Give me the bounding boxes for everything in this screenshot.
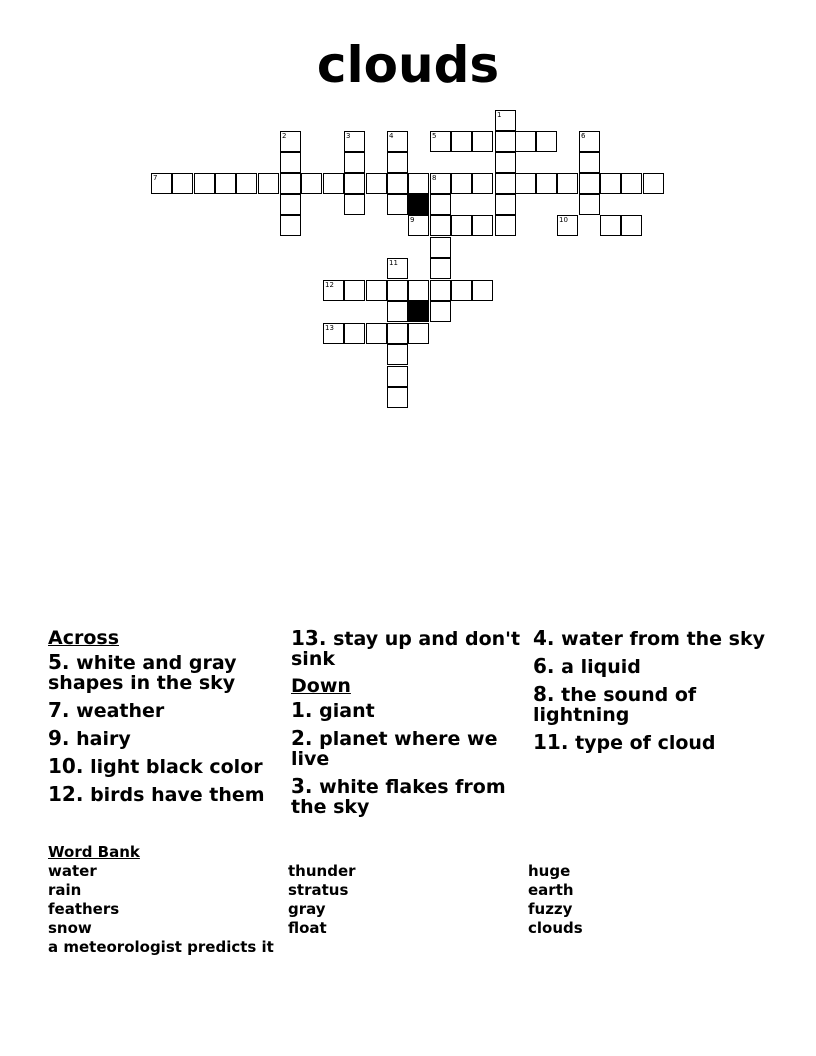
crossword-cell[interactable] [579,152,600,173]
crossword-cell[interactable] [408,215,429,236]
clue-number: 1 [497,111,502,119]
crossword-cell[interactable] [387,258,408,279]
crossword-cell[interactable] [387,173,408,194]
clue-number: 8 [432,174,437,182]
clues-column-2 [291,628,521,824]
word-bank-item: earth [528,881,574,899]
crossword-cell[interactable] [387,344,408,365]
word-bank-item: gray [288,900,326,918]
crossword-cell[interactable] [430,258,451,279]
word-bank-item: huge [528,862,571,880]
clue-number: 11 [389,259,398,267]
crossword-cell[interactable] [258,173,279,194]
crossword-cell[interactable] [430,131,451,152]
crossword-cell[interactable] [430,301,451,322]
word-bank-item: clouds [528,919,583,937]
crossword-cell[interactable] [472,215,493,236]
word-bank-item: water [48,862,97,880]
crossword-cell[interactable] [387,323,408,344]
clues-column-1 [48,628,278,812]
crossword-cell[interactable] [280,194,301,215]
clue-number: 13 [325,324,334,332]
clue-down-8: 8. the sound of lightning [533,682,697,726]
crossword-cell[interactable] [344,280,365,301]
crossword-cell[interactable] [172,173,193,194]
crossword-cell[interactable] [536,131,557,152]
across-heading: Across [48,627,120,649]
word-bank-column-2 [288,862,356,938]
crossword-cell[interactable] [215,173,236,194]
down-heading: Down [291,675,351,697]
crossword-cell[interactable] [344,131,365,152]
clue-down-3: 3. white flakes from the sky [291,774,506,818]
clues-column-3 [533,628,773,760]
crossword-cell[interactable] [408,323,429,344]
crossword-cell[interactable] [344,323,365,344]
crossword-cell[interactable] [366,280,387,301]
word-bank-item: snow [48,919,92,937]
crossword-cell[interactable] [408,173,429,194]
crossword-cell[interactable] [515,131,536,152]
crossword-cell[interactable] [301,173,322,194]
crossword-cell[interactable] [387,366,408,387]
crossword-cell[interactable] [387,131,408,152]
crossword-cell[interactable] [387,387,408,408]
crossword-cell[interactable] [323,173,344,194]
crossword-cell[interactable] [643,173,664,194]
clue-across-13: 13. stay up and don't sink [291,626,521,670]
word-bank-item: rain [48,881,82,899]
word-bank-item: feathers [48,900,120,918]
clue-number: 9 [410,216,415,224]
clue-across-12: 12. birds have them [48,782,265,806]
crossword-cell[interactable] [472,280,493,301]
crossword-cell[interactable] [495,215,516,236]
puzzle-title: clouds [316,36,500,94]
crossword-cell[interactable] [430,173,451,194]
word-bank-column-1 [48,862,274,957]
word-bank-item: a meteorologist predicts it [48,938,274,956]
clue-down-1: 1. giant [291,698,375,722]
crossword-cell[interactable] [536,173,557,194]
clue-number: 7 [153,174,158,182]
crossword-cell[interactable] [579,131,600,152]
crossword-cell[interactable] [579,173,600,194]
crossword-cell[interactable] [430,280,451,301]
clue-down-4: 4. water from the sky [533,626,766,650]
crossword-cell[interactable] [451,173,472,194]
word-bank-item: stratus [288,881,349,899]
crossword-cell[interactable] [323,280,344,301]
word-bank-heading: Word Bank [48,843,140,861]
crossword-cell[interactable] [579,194,600,215]
clue-across-7: 7. weather [48,698,165,722]
crossword-cell[interactable] [236,173,257,194]
crossword-cell[interactable] [495,131,516,152]
word-bank-item: thunder [288,862,356,880]
crossword-cell[interactable] [515,173,536,194]
crossword-cell[interactable] [280,131,301,152]
crossword-grid [0,0,816,460]
word-bank-item: fuzzy [528,900,573,918]
clue-across-10: 10. light black color [48,754,263,778]
clue-number: 10 [559,216,568,224]
crossword-cell[interactable] [430,194,451,215]
crossword-cell[interactable] [430,237,451,258]
crossword-cell[interactable] [621,173,642,194]
crossword-cell[interactable] [387,152,408,173]
crossword-cell[interactable] [323,323,344,344]
crossword-cell[interactable] [557,173,578,194]
crossword-cell[interactable] [557,215,578,236]
crossword-cell[interactable] [451,280,472,301]
crossword-cell[interactable] [495,110,516,131]
blocked-cell [408,301,429,322]
crossword-cell[interactable] [387,194,408,215]
crossword-cell[interactable] [344,173,365,194]
clue-number: 4 [389,132,394,140]
crossword-cell[interactable] [280,173,301,194]
clue-number: 3 [346,132,351,140]
clue-down-11: 11. type of cloud [533,730,716,754]
word-bank-column-3 [528,862,583,938]
crossword-cell[interactable] [366,323,387,344]
word-bank-item: float [288,919,327,937]
clue-number: 6 [581,132,586,140]
crossword-cell[interactable] [408,280,429,301]
clue-across-9: 9. hairy [48,726,131,750]
crossword-cell[interactable] [472,131,493,152]
crossword-cell[interactable] [151,173,172,194]
crossword-cell[interactable] [280,152,301,173]
clue-number: 12 [325,281,334,289]
crossword-cell[interactable] [344,194,365,215]
crossword-cell[interactable] [495,194,516,215]
crossword-cell[interactable] [344,152,365,173]
clue-across-5: 5. white and gray shapes in the sky [48,650,237,694]
crossword-cell[interactable] [600,173,621,194]
clue-down-6: 6. a liquid [533,654,641,678]
crossword-cell[interactable] [387,301,408,322]
crossword-cell[interactable] [366,173,387,194]
clue-number: 5 [432,132,437,140]
crossword-cell[interactable] [280,215,301,236]
crossword-cell[interactable] [472,173,493,194]
crossword-cell[interactable] [495,173,516,194]
clue-number: 2 [282,132,287,140]
crossword-cell[interactable] [451,215,472,236]
crossword-cell[interactable] [621,215,642,236]
blocked-cell [408,194,429,215]
crossword-cell[interactable] [451,131,472,152]
crossword-cell[interactable] [600,215,621,236]
crossword-cell[interactable] [387,280,408,301]
crossword-cell[interactable] [194,173,215,194]
crossword-cell[interactable] [430,215,451,236]
crossword-cell[interactable] [495,152,516,173]
clue-down-2: 2. planet where we live [291,726,498,770]
